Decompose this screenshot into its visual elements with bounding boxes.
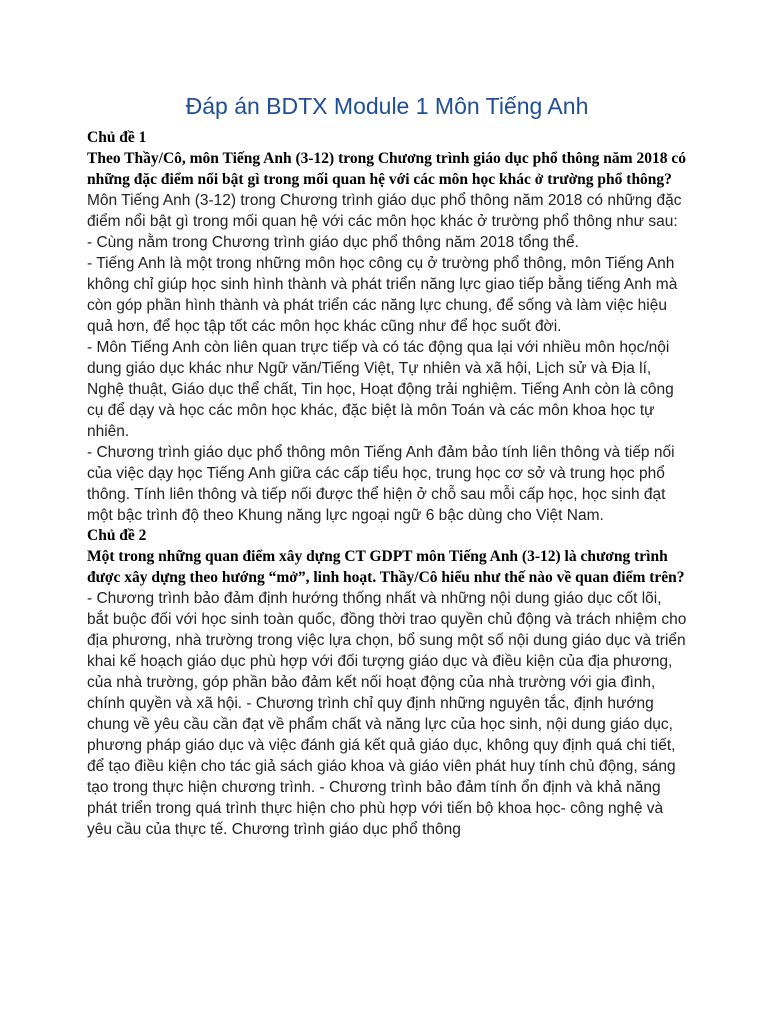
document-title: Đáp án BDTX Module 1 Môn Tiếng Anh xyxy=(185,93,589,119)
section-1-paragraph-5: - Chương trình giáo dục phổ thông môn Tiếng Anh đảm bảo tính liên thông và tiếp nối của việc dạy học Tiếng Anh giữa các cấp tiểu học, trung học cơ sở và trung học phổ thông. Tính liên thông và tiếp nối được thể hiện ở chỗ sau mỗi cấp học, học sinh đạt một bậc trình độ theo Khung năng lực ngoại ngữ 6 bậc dùng cho Việt Nam. xyxy=(87,444,675,524)
section-1-paragraph-3: - Tiếng Anh là một trong những môn học công cụ ở trường phổ thông, môn Tiếng Anh không chỉ giúp học sinh hình thành và phát triển năng lực giao tiếp bằng tiếng Anh mà còn góp phần hình thành và phát triển các năng lực chung, để sống và làm việc hiệu quả hơn, để học tập tốt các môn học khác cũng như để học suốt đời. xyxy=(87,255,678,335)
section-1-question: Theo Thầy/Cô, môn Tiếng Anh (3-12) trong Chương trình giáo dục phổ thông năm 2018 có những đặc điểm nổi bật gì trong mối quan hệ với các môn học khác ở trường phổ thông? xyxy=(87,150,686,188)
section-1-paragraph-2: - Cùng nằm trong Chương trình giáo dục phổ thông năm 2018 tổng thể. xyxy=(87,234,579,251)
section-2-label: Chủ đề 2 xyxy=(87,527,147,544)
section-2 xyxy=(87,526,687,840)
document-page xyxy=(87,92,687,840)
section-1-paragraph-1: Môn Tiếng Anh (3-12) trong Chương trình giáo dục phổ thông năm 2018 có những đặc điểm nổi bật gì trong mối quan hệ với các môn học khác ở trường phổ thông như sau: xyxy=(87,192,682,230)
section-2-question: Một trong những quan điểm xây dựng CT GDPT môn Tiếng Anh (3-12) là chương trình được xây dựng theo hướng “mở”, linh hoạt. Thầy/Cô hiểu như thế nào về quan điểm trên? xyxy=(87,548,685,586)
section-1-paragraph-4: - Môn Tiếng Anh còn liên quan trực tiếp và có tác động qua lại với nhiều môn học/nội dung giáo dục khác như Ngữ văn/Tiếng Việt, Tự nhiên và xã hội, Lịch sử và Địa lí, Nghệ thuật, Giáo dục thể chất, Tin học, Hoạt động trải nghiệm. Tiếng Anh còn là công cụ để dạy và học các môn học khác, đặc biệt là môn Toán và các môn khoa học tự nhiên. xyxy=(87,339,674,440)
section-2-paragraph-1: - Chương trình bảo đảm định hướng thống nhất và những nội dung giáo dục cốt lõi, bắt buộc đối với học sinh toàn quốc, đồng thời trao quyền chủ động và trách nhiệm cho địa phương, nhà trường trong việc lựa chọn, bổ sung một số nội dung giáo dục và triển khai kế hoạch giáo dục phù hợp với đối tượng giáo dục và điều kiện của địa phương, của nhà trường, góp phần bảo đảm kết nối hoạt động của nhà trường với gia đình, chính quyền và xã hội. - Chương trình chỉ quy định những nguyên tắc, định hướng chung về yêu cầu cần đạt về phẩm chất và năng lực của học sinh, nội dung giáo dục, phương pháp giáo dục và việc đánh giá kết quả giáo dục, không quy định quá chi tiết, để tạo điều kiện cho tác giả sách giáo khoa và giáo viên phát huy tính chủ động, sáng tạo trong thực hiện chương trình. - Chương trình bảo đảm tính ổn định và khả năng phát triển trong quá trình thực hiện cho phù hợp với tiến bộ khoa học- công nghệ và yêu cầu của thực tế. Chương trình giáo dục phổ thông xyxy=(87,590,687,838)
section-1 xyxy=(87,128,687,526)
section-1-label: Chủ đề 1 xyxy=(87,129,147,146)
